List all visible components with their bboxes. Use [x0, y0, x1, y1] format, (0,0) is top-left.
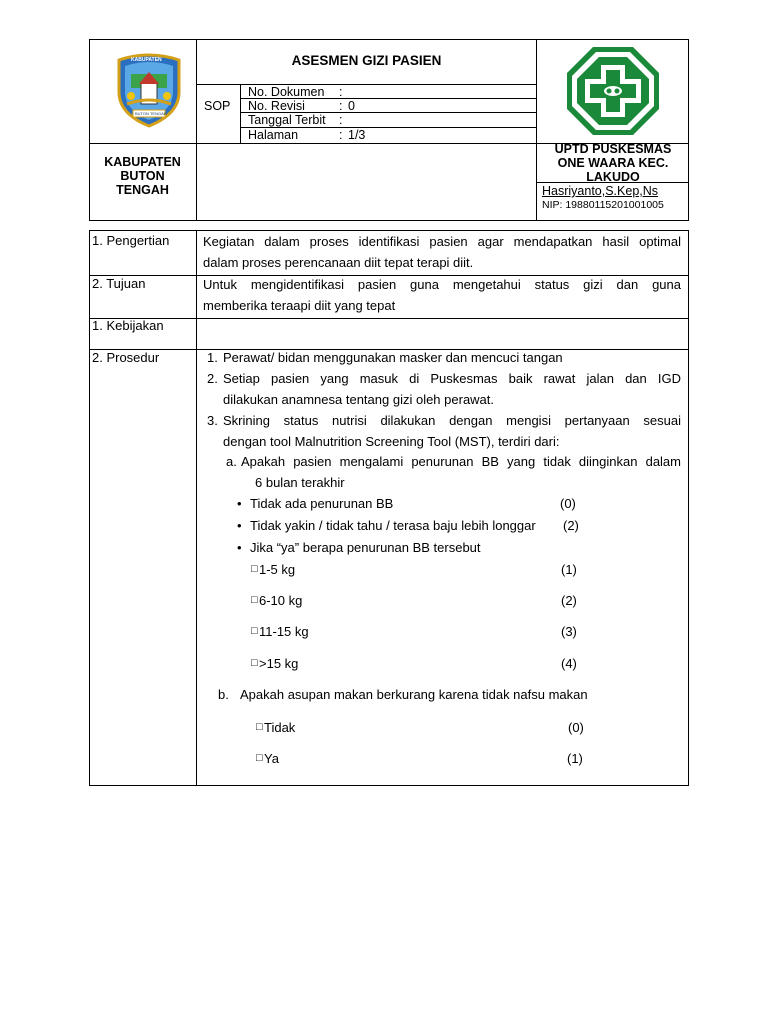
pengertian-line-1: Kegiatan dalam proses identifikasi pasien agar mendapatkan hasil optimal [203, 234, 681, 249]
section-label-tujuan: 2. Tujuan [92, 276, 146, 291]
tujuan-line-2: memberika teraapi diit yang tepat [203, 298, 396, 313]
bullet-text-3: Jika “ya” berapa penurunan BB tersebut [250, 540, 481, 555]
content-col-sep [196, 230, 197, 786]
logo-text-bottom: BUTON TENGAH [135, 111, 167, 116]
doc-field-sep-2: : [339, 99, 343, 113]
content-border-right [688, 230, 689, 786]
step-2-text [223, 368, 681, 410]
option-score-1: (1) [561, 562, 577, 577]
bullet-dot-2: • [237, 518, 242, 533]
option-text-2: 6-10 kg [259, 593, 303, 608]
title-underline [196, 84, 536, 85]
option-b-score-1: (0) [568, 720, 584, 735]
section-text-pengertian [203, 231, 681, 273]
option-box-2: □ [251, 594, 258, 606]
puskesmas-logo [565, 45, 661, 137]
header-border-right [688, 39, 689, 221]
option-b-box-1: □ [256, 721, 263, 733]
region-line-3: TENGAH [116, 183, 169, 197]
section-label-prosedur: 2. Prosedur [92, 350, 160, 365]
question-a-line-1: Apakah pasien mengalami penurunan BB yang tidak diinginkan dalam [241, 454, 681, 469]
option-box-3: □ [251, 625, 258, 637]
step-3-line-2: dengan tool Malnutrition Screening Tool (MST), terdiri dari: [223, 434, 560, 449]
sop-label: SOP [204, 99, 231, 113]
bullet-text-1: Tidak ada penurunan BB [250, 496, 394, 511]
step-2-line-1: Setiap pasien yang masuk di Puskesmas baik rawat jalan dan IGD [223, 371, 681, 386]
option-text-3: 11-15 kg [259, 624, 309, 639]
option-score-4: (4) [561, 656, 577, 671]
option-box-4: □ [251, 657, 258, 669]
option-score-3: (3) [561, 624, 577, 639]
question-b-marker: b. [218, 687, 229, 702]
bullet-score-2: (2) [563, 518, 579, 533]
doc-field-label-4: Halaman [248, 128, 299, 142]
doc-field-sep-4: : [339, 128, 343, 142]
bullet-text-2: Tidak yakin / tidak tahu / terasa baju lebih longgar [250, 518, 536, 533]
question-a-marker: a. [226, 454, 237, 469]
org-line-3: LAKUDO [586, 170, 640, 184]
pengertian-line-2: dalam proses perencanaan diit tepat terapi diit. [203, 255, 474, 270]
step-1-num: 1. [207, 350, 218, 365]
doc-field-sep-3: : [339, 113, 343, 127]
bullet-dot-1: • [237, 496, 242, 511]
section-label-pengertian: 1. Pengertian [92, 233, 170, 248]
section-label-kebijakan: 1. Kebijakan [92, 318, 164, 333]
step-2-num: 2. [207, 371, 218, 386]
content-border-left [89, 230, 90, 786]
doc-field-label-1: No. Dokumen [248, 85, 325, 99]
question-b-text: Apakah asupan makan berkurang karena tidak nafsu makan [240, 687, 588, 702]
content-table [89, 230, 689, 786]
region-line-1: KABUPATEN [104, 155, 181, 169]
doc-field-value-4: 1/3 [348, 128, 366, 142]
option-b-text-1: Tidak [264, 720, 296, 735]
header-border-bottom [89, 220, 689, 221]
content-border-bottom [89, 785, 689, 786]
sop-col-sep [240, 84, 241, 143]
tujuan-line-1: Untuk mengidentifikasi pasien guna mengetahui status gizi dan guna [203, 277, 681, 292]
option-b-text-2: Ya [264, 751, 279, 766]
bullet-score-1: (0) [560, 496, 576, 511]
regency-logo [111, 52, 187, 128]
doc-field-label-2: No. Revisi [248, 99, 305, 113]
content-row-sep-2 [89, 318, 689, 319]
option-b-box-2: □ [256, 752, 263, 764]
signer-nip: NIP: 19880115201001005 [542, 199, 664, 211]
bullet-dot-3: • [237, 540, 242, 555]
option-box-1: □ [251, 563, 258, 575]
doc-field-sep-1: : [339, 85, 343, 99]
header-table [89, 39, 689, 221]
step-2-line-2: dilakukan anamnesa tentang gizi oleh perawat. [223, 392, 495, 407]
header-col-sep-2 [536, 39, 537, 221]
section-text-tujuan [203, 274, 681, 316]
header-border-top [89, 39, 689, 40]
logo-text-top: KABUPATEN [131, 57, 162, 63]
document-title: ASESMEN GIZI PASIEN [291, 53, 442, 68]
option-text-4: >15 kg [259, 656, 299, 671]
option-b-score-2: (1) [567, 751, 583, 766]
doc-field-value-2: 0 [348, 99, 355, 113]
step-3-line-1: Skrining status nutrisi dilakukan dengan mengisi pertanyaan sesuai [223, 413, 681, 428]
option-text-1: 1-5 kg [259, 562, 296, 577]
org-line-2: ONE WAARA KEC. [557, 156, 669, 170]
question-a-text [241, 451, 681, 493]
question-a-line-2: 6 bulan terakhir [255, 475, 345, 490]
region-line-2: BUTON [120, 169, 165, 183]
option-score-2: (2) [561, 593, 577, 608]
signer-name: Hasriyanto,S.Kep,Ns [542, 184, 659, 198]
step-3-text [223, 410, 681, 452]
org-line-1: UPTD PUSKESMAS [554, 142, 672, 156]
doc-field-label-3: Tanggal Terbit [248, 113, 326, 127]
step-1-text: Perawat/ bidan menggunakan masker dan mencuci tangan [223, 350, 563, 365]
step-3-num: 3. [207, 413, 218, 428]
